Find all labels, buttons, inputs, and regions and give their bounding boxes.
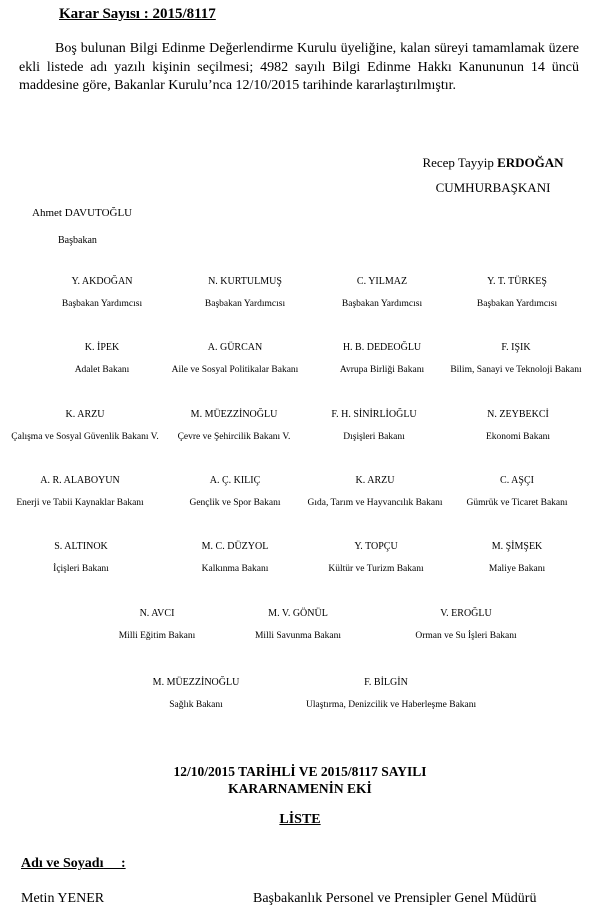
minister-name: Y. TOPÇU [354,541,398,552]
minister-title: Enerji ve Tabii Kaynaklar Bakanı [16,498,144,508]
minister-signature [386,608,546,641]
minister-title: Başbakan Yardımcısı [204,299,286,309]
minister-name: M. C. DÜZYOL [201,541,269,552]
person-name: Metin YENER [21,891,105,906]
minister-title: Başbakan Yardımcısı [476,299,558,309]
minister-title: Gençlik ve Spor Bakanı [189,498,281,508]
prime-minister-name: Ahmet DAVUTOĞLU [32,207,133,219]
minister-name: A. Ç. KILIÇ [209,475,261,486]
minister-signature [155,475,315,508]
minister-title: Bilim, Sanayi ve Teknoloji Bakanı [450,365,582,375]
minister-name: C. YILMAZ [356,276,408,287]
minister-title: Maliye Bakanı [488,564,546,574]
minister-name: M. V. GÖNÜL [268,608,328,619]
minister-name: N. ZEYBEKCİ [487,409,549,420]
annex-heading-line2: KARARNAMENİN EKİ [228,781,372,796]
minister-signature [296,541,456,574]
minister-name: N. KURTULMUŞ [208,276,282,287]
minister-name: M. MÜEZZİNOĞLU [190,409,278,420]
president-first-name: Recep Tayyip [422,155,494,170]
prime-minister-title: Başbakan [58,235,97,246]
minister-signature [155,541,315,574]
minister-signature [437,475,597,508]
minister-name: Y. AKDOĞAN [71,276,133,287]
minister-title: Milli Eğitim Bakanı [118,631,196,641]
minister-name: N. AVCI [139,608,175,619]
adi-soyadi-colon: : [120,856,126,871]
minister-title: Ekonomi Bakanı [485,432,551,442]
minister-signature [155,342,315,375]
minister-title: Gümrük ve Ticaret Bakanı [466,498,568,508]
minister-title: Ulaştırma, Denizcilik ve Haberleşme Bakanı [306,700,477,710]
minister-signature [438,409,598,442]
liste-heading: LİSTE [279,812,321,827]
minister-name: K. İPEK [84,342,120,353]
minister-name: M. MÜEZZİNOĞLU [152,677,240,688]
minister-name: V. EROĞLU [440,608,492,619]
minister-name: H. B. DEDEOĞLU [342,342,422,353]
minister-title: Aile ve Sosyal Politikalar Bakanı [171,365,299,375]
minister-title: Dışişleri Bakanı [343,432,405,442]
minister-signature [306,677,477,710]
minister-signature [294,409,454,442]
minister-title: Çevre ve Şehircilik Bakanı V. [177,432,291,442]
minister-name: S. ALTINOK [54,541,108,552]
minister-name: F. IŞIK [501,342,531,353]
minister-signature [295,475,455,508]
minister-title: Gıda, Tarım ve Hayvancılık Bakanı [307,498,443,508]
minister-signature [22,276,182,309]
president-title: CUMHURBAŞKANI [435,180,551,195]
minister-title: Sağlık Bakanı [169,700,223,710]
minister-name: K. ARZU [355,475,395,486]
minister-signature [165,276,325,309]
adi-soyadi-label [21,856,126,872]
adi-soyadi-text: Adı ve Soyadı [21,856,104,871]
minister-signature [437,276,597,309]
minister-name: A. R. ALABOYUN [40,475,120,486]
minister-title: Kalkınma Bakanı [201,564,269,574]
decree-body: Boş bulunan Bilgi Edinme Değerlendirme Kurulu üyeliğine, kalan süreyi tamamlamak üzere ekli listede adı yazılı kişinin seçilmesi; 4982 sayılı Bilgi Edinme Hakkı Kanununun 14 üncü maddesine göre, Bakanlar Kurulu’nca 12/10/2015 tarihinde kararlaştırılmıştır. [19,41,579,93]
minister-title: Çalışma ve Sosyal Güvenlik Bakanı V. [11,432,159,442]
karar-sayisi: Karar Sayısı : 2015/8117 [59,6,216,22]
minister-title: Adalet Bakanı [74,365,130,375]
minister-signature [5,409,165,442]
minister-signature [116,677,276,710]
minister-signature [437,541,597,574]
minister-title: Milli Savunma Bakanı [254,631,342,641]
minister-signature [0,475,160,508]
minister-signature [154,409,314,442]
minister-title: Orman ve Su İşleri Bakanı [415,631,517,641]
minister-title: İçişleri Bakanı [53,564,109,574]
minister-signature [436,342,596,375]
president-name [398,155,588,171]
minister-name: Y. T. TÜRKEŞ [487,276,547,287]
minister-title: Avrupa Birliği Bakanı [339,365,425,375]
minister-name: M. ŞİMŞEK [491,541,543,552]
minister-signature [77,608,237,641]
minister-signature [218,608,378,641]
person-position: Başbakanlık Personel ve Prensipler Genel Müdürü [253,891,537,906]
minister-title: Başbakan Yardımcısı [341,299,423,309]
annex-heading-line1: 12/10/2015 TARİHLİ VE 2015/8117 SAYILI [173,764,427,779]
minister-name: C. AŞÇI [500,475,534,486]
minister-name: A. GÜRCAN [207,342,263,353]
minister-signature [1,541,161,574]
minister-title: Başbakan Yardımcısı [61,299,143,309]
president-last-name: ERDOĞAN [497,155,564,170]
minister-name: K. ARZU [65,409,105,420]
minister-title: Kültür ve Turizm Bakanı [328,564,424,574]
minister-name: F. H. SİNİRLİOĞLU [331,409,417,420]
minister-name: F. BİLGİN [364,677,408,688]
